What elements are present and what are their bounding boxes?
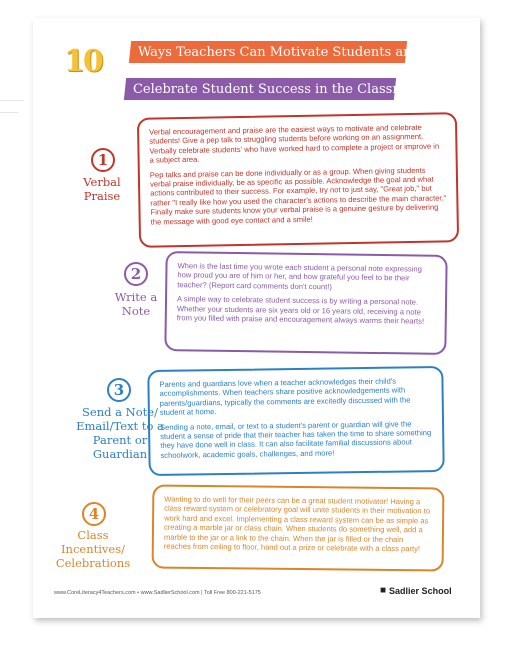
item-4-text-box bbox=[152, 484, 445, 571]
title-banner-line2: Celebrate Student Success in the Classroom bbox=[124, 78, 396, 100]
title-number: 10 bbox=[64, 44, 102, 79]
item-3-number: 3 bbox=[107, 378, 131, 402]
item-3-label: Send a Note/ Email/Text to a Parent or Guardian bbox=[76, 405, 164, 461]
item-1-label: Verbal Praise bbox=[83, 175, 121, 203]
item-1-number: 1 bbox=[91, 148, 115, 172]
item-3-paragraph: Sending a note, email, or text to a student's parent or guardian will give the student a sense of pride that their teacher has taken the time to share something they have done well in class. It can also facilitate familial discussions about schoolwork, academic goals, challenges, and more! bbox=[160, 419, 432, 460]
sadlier-logo-icon: ■ bbox=[380, 585, 387, 596]
item-2-text-box bbox=[164, 251, 447, 355]
background-mark bbox=[0, 100, 24, 101]
item-1-text-box bbox=[137, 112, 459, 248]
item-2-number: 2 bbox=[124, 262, 148, 286]
sadlier-logo bbox=[380, 585, 452, 596]
item-3-text-box bbox=[147, 366, 444, 476]
item-2-label: Write a Note bbox=[114, 290, 158, 318]
footer-links: www.CoreLiteracy4Teachers.com • www.SadlierSchool.com | Toll Free 800-221-5175 bbox=[54, 590, 261, 596]
item-4-number: 4 bbox=[82, 502, 106, 526]
background-mark bbox=[0, 112, 18, 113]
sadlier-logo-text: Sadlier School bbox=[389, 585, 452, 596]
item-4-paragraph: Wanting to do well for their peers can be a great student motivator! Having a class reward system or celebratory goal will unite students in their motivation to work hard and excel. Implementing a class reward system can be as simple as creating a marble jar or class chain. When students do something well, add a marble to the jar or a link to the chain. When the jar is filled or the chain reaches from ceiling to floor, hand out a prize or celebrate with a class party! bbox=[163, 494, 431, 554]
item-4-label: Class Incentives/ Celebrations bbox=[55, 528, 131, 570]
item-1-paragraph: Verbal encouragement and praise are the easiest ways to motivate and celebrate students! Give a pep talk to struggling students before working on an assignment. Verbally celebrate students' who have worked hard to complete a project or improve in a subject area. bbox=[149, 122, 440, 165]
item-3-paragraph: Parents and guardians love when a teacher acknowledges their child's accomplishments. When teachers share positive acknowledgements with parents/guardians, typically the comments are excitedly discussed with the student at home. bbox=[159, 376, 411, 418]
title-banner-line1: Ways Teachers Can Motivate Students and bbox=[129, 41, 407, 63]
item-1-paragraph: Pep talks and praise can be done individually or as a group. When giving students verbal praise individually, be as specific as possible. Acknowledge the goal and what actions contributed to their success. For example, try not to just say, "Great job," but rather "I really like how you used the character's actions to describe the main character." Finally make sure students know your verbal praise is a genuine gesture by delivering the message with good eye contact and a smile! bbox=[149, 165, 447, 227]
item-2-paragraph: When is the last time you wrote each student a personal note expressing how proud you are of him or her, and how grateful you feel to be their teacher? (Report card comments don't count!) bbox=[177, 261, 422, 292]
item-2-paragraph: A simple way to celebrate student success is by writing a personal note. Whether your students are six years old or 16 years old, receiving a note from you filled with praise and encouragement always warms their hearts! bbox=[176, 294, 425, 326]
